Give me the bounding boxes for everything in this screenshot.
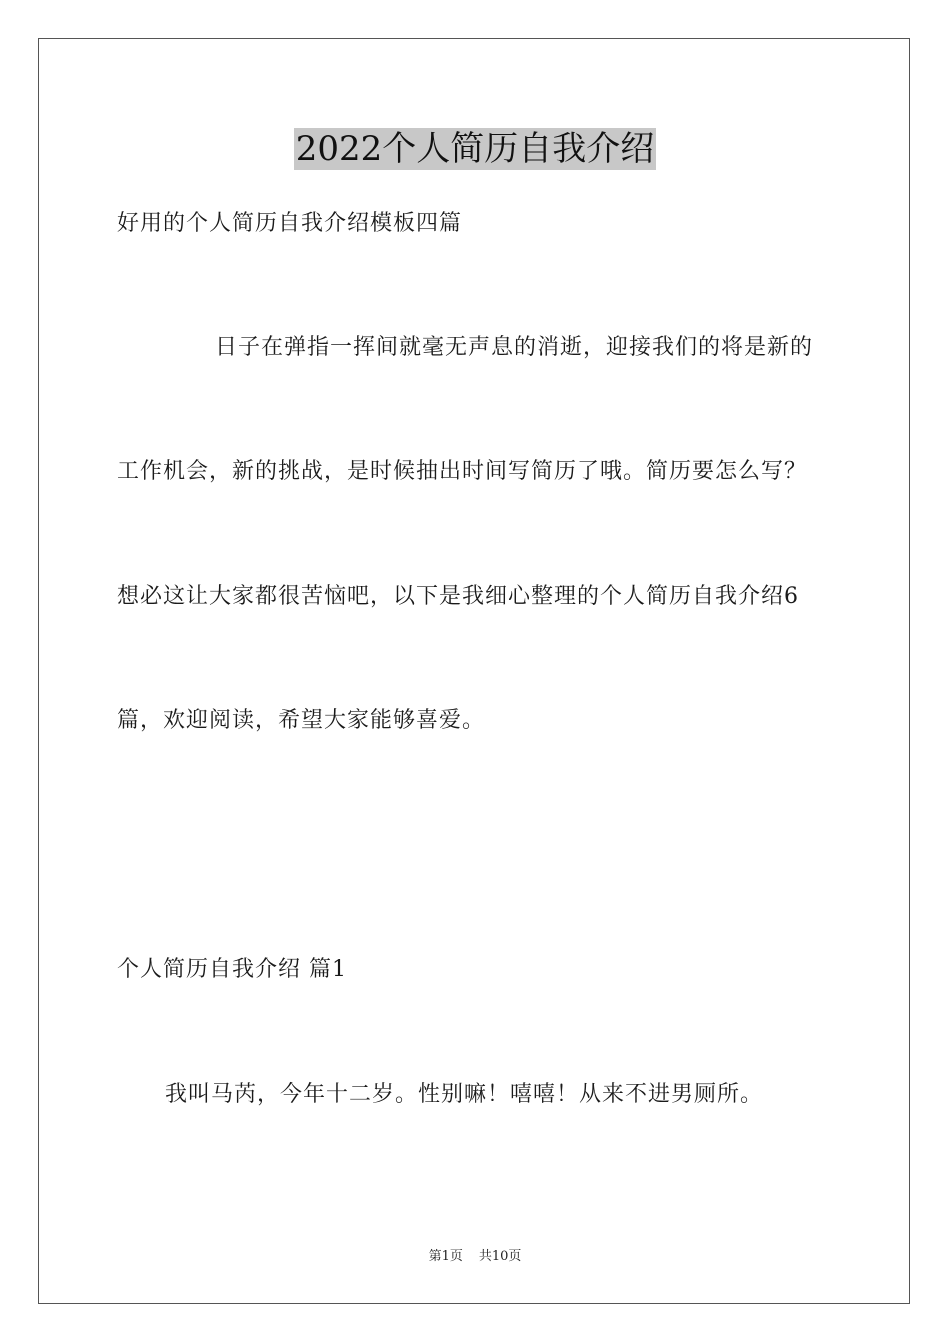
intro-line-1: 日子在弹指一挥间就毫无声息的消逝，迎接我们的将是新的 bbox=[215, 335, 814, 360]
intro-line-2: 工作机会，新的挑战，是时候抽出时间写简历了哦。简历要怎么写？ bbox=[117, 459, 808, 484]
document-title-block bbox=[0, 128, 950, 170]
page-number: 第1页 bbox=[428, 1249, 463, 1264]
intro-line-3: 想必这让大家都很苦恼吧，以下是我细心整理的个人简历自我介绍6 bbox=[117, 584, 799, 609]
document-subtitle: 好用的个人简历自我介绍模板四篇 bbox=[117, 211, 463, 236]
page-total: 共10页 bbox=[478, 1249, 522, 1264]
section-paragraph-line: 我叫马芮，今年十二岁。性别嘛！嘻嘻！从来不进男厕所。 bbox=[165, 1082, 764, 1107]
page-footer bbox=[0, 1248, 950, 1266]
section-heading: 个人简历自我介绍 篇1 bbox=[117, 957, 347, 982]
intro-line-4: 篇，欢迎阅读，希望大家能够喜爱。 bbox=[117, 708, 486, 733]
document-title: 2022个人简历自我介绍 bbox=[295, 129, 655, 169]
